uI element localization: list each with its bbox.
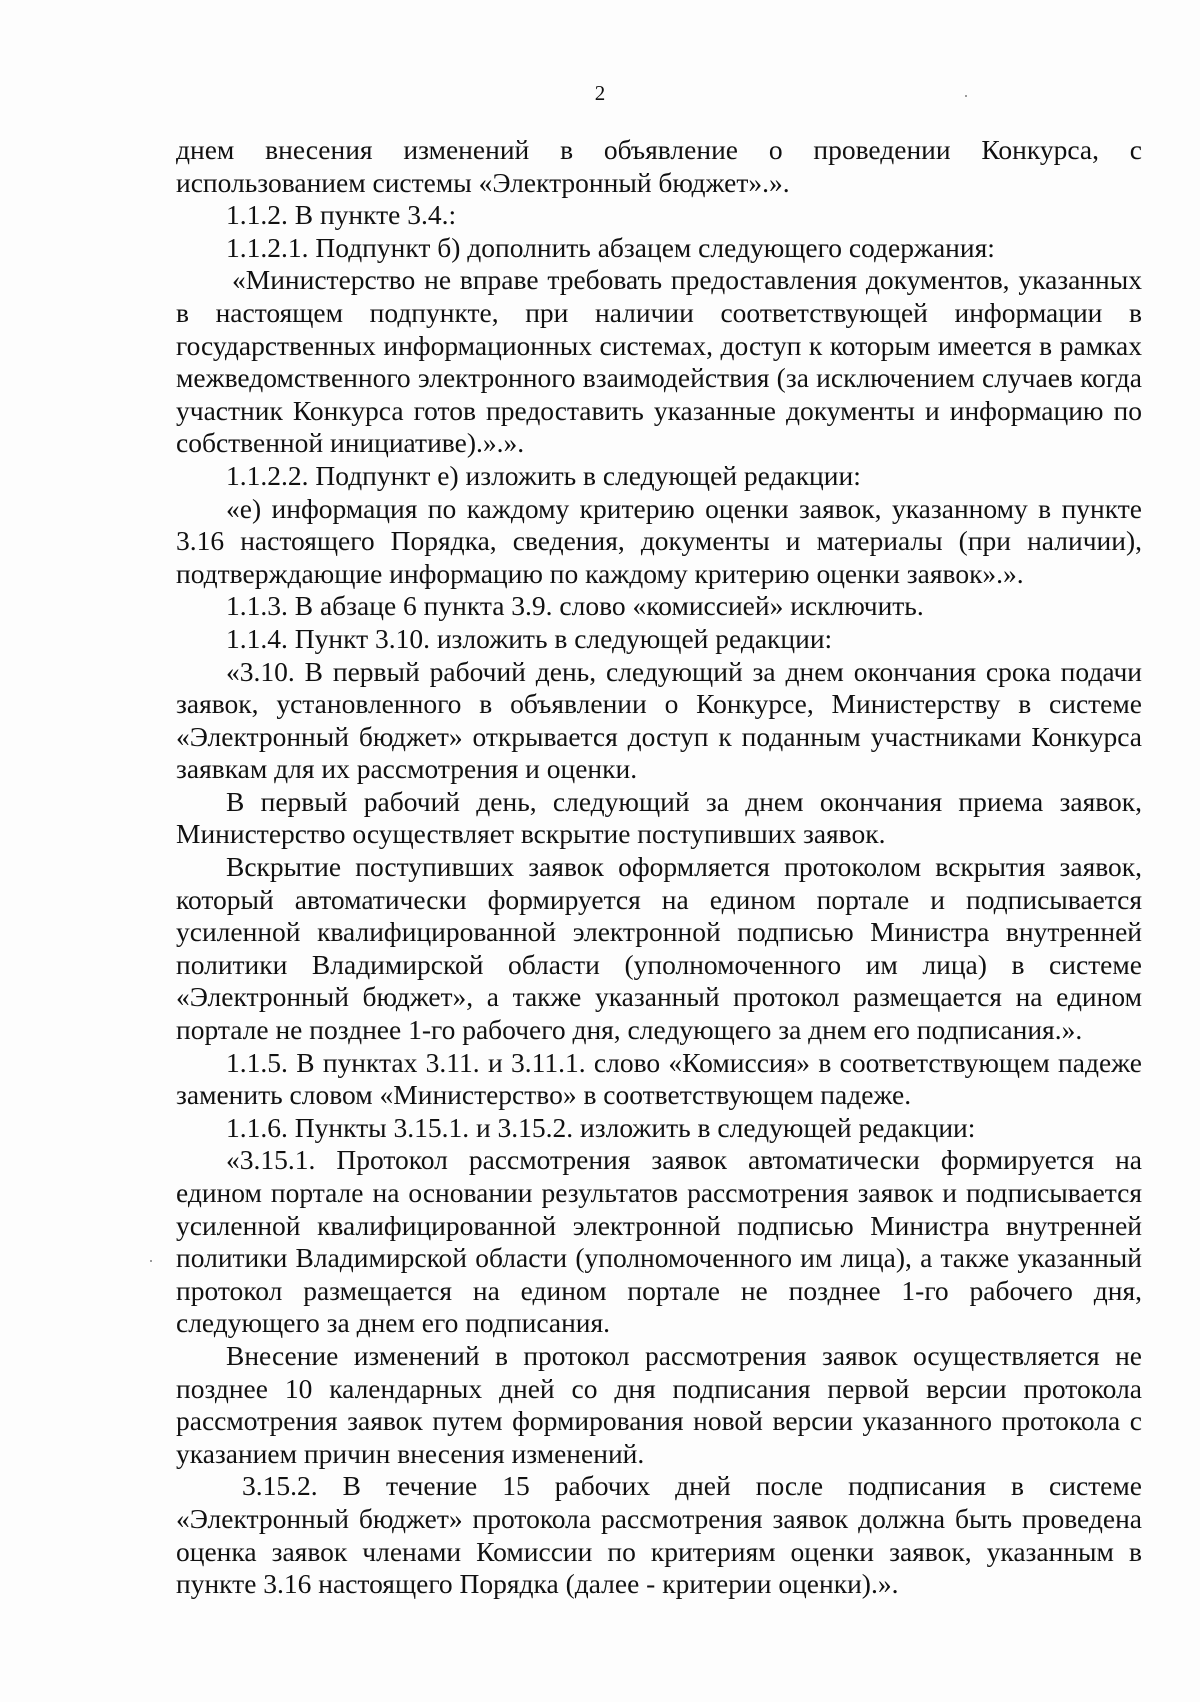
- scan-speck: [965, 95, 967, 97]
- paragraph-3: 1.1.2.1. Подпункт б) дополнить абзацем следующего содержания:: [226, 231, 995, 263]
- paragraph-9: «3.10. В первый рабочий день, следующий за днем окончания срока подачи заявок, установленного в объявлении о Конкурсе, Министерству в системе «Электронный бюджет» открывается доступ к поданным участниками Конкурса заявкам для их рассмотрения и оценки.: [176, 655, 1142, 785]
- paragraph-6: «е) информация по каждому критерию оценки заявок, указанному в пункте 3.16 настоящего Порядка, сведения, документы и материалы (при наличии), подтверждающие информацию по каждому критерию оценки заявок».».: [176, 492, 1142, 589]
- paragraph-7: 1.1.3. В абзаце 6 пункта 3.9. слово «комиссией» исключить.: [226, 590, 924, 622]
- page-number: 2: [594, 81, 606, 105]
- paragraph-10: В первый рабочий день, следующий за днем окончания приема заявок, Министерство осуществляет вскрытие поступивших заявок.: [176, 785, 1142, 850]
- paragraph-1: днем внесения изменений в объявление о проведении Конкурса, с использованием системы «Электронный бюджет».».: [176, 134, 1142, 198]
- paragraph-12: 1.1.5. В пунктах 3.11. и 3.11.1. слово «Комиссия» в соответствующем падеже заменить словом «Министерство» в соответствующем падеже.: [176, 1046, 1142, 1111]
- paragraph-16: 3.15.2. В течение 15 рабочих дней после подписания в системе «Электронный бюджет» протокола рассмотрения заявок должна быть проведена оценка заявок членами Комиссии по критериям оценки заявок, указанным в пункте 3.16 настоящего Порядка (далее - критерии оценки).».: [176, 1470, 1142, 1600]
- paragraph-4: «Министерство не вправе требовать предоставления документов, указанных в настоящем подпункте, при наличии соответствующей информации в государственных информационных системах, доступ к которым имеется в рамках межведомственного электронного взаимодействия (за исключением случаев когда участник Конкурса готов предоставить указанные документы и информацию по собственной инициативе).».».: [176, 264, 1142, 459]
- paragraph-5: 1.1.2.2. Подпункт е) изложить в следующей редакции:: [226, 459, 861, 491]
- paragraph-14: «3.15.1. Протокол рассмотрения заявок автоматически формируется на едином портале на основании результатов рассмотрения заявок и подписывается усиленной квалифицированной электронной подписью Министра внутренней политики Владимирской области (уполномоченного им лица), а также указанный протокол размещается на едином портале не позднее 1-го рабочего дня, следующего за днем его подписания.: [176, 1144, 1142, 1339]
- paragraph-15: Внесение изменений в протокол рассмотрения заявок осуществляется не позднее 10 календарных дней со дня подписания первой версии протокола рассмотрения заявок путем формирования новой версии указанного протокола с указанием причин внесения изменений.: [176, 1339, 1142, 1469]
- paragraph-2: 1.1.2. В пункте 3.4.:: [226, 199, 457, 231]
- document-body: [176, 134, 1142, 1601]
- paragraph-8: 1.1.4. Пункт 3.10. изложить в следующей редакции:: [226, 622, 833, 654]
- scan-speck: [150, 1260, 152, 1262]
- paragraph-11: Вскрытие поступивших заявок оформляется протоколом вскрытия заявок, который автоматически формируется на едином портале и подписывается усиленной квалифицированной электронной подписью Министра внутренней политики Владимирской области (уполномоченного им лица) в системе «Электронный бюджет», а также указанный протокол размещается на едином портале не позднее 1-го рабочего дня, следующего за днем его подписания.».: [176, 851, 1142, 1046]
- paragraph-13: 1.1.6. Пункты 3.15.1. и 3.15.2. изложить в следующей редакции:: [226, 1111, 976, 1143]
